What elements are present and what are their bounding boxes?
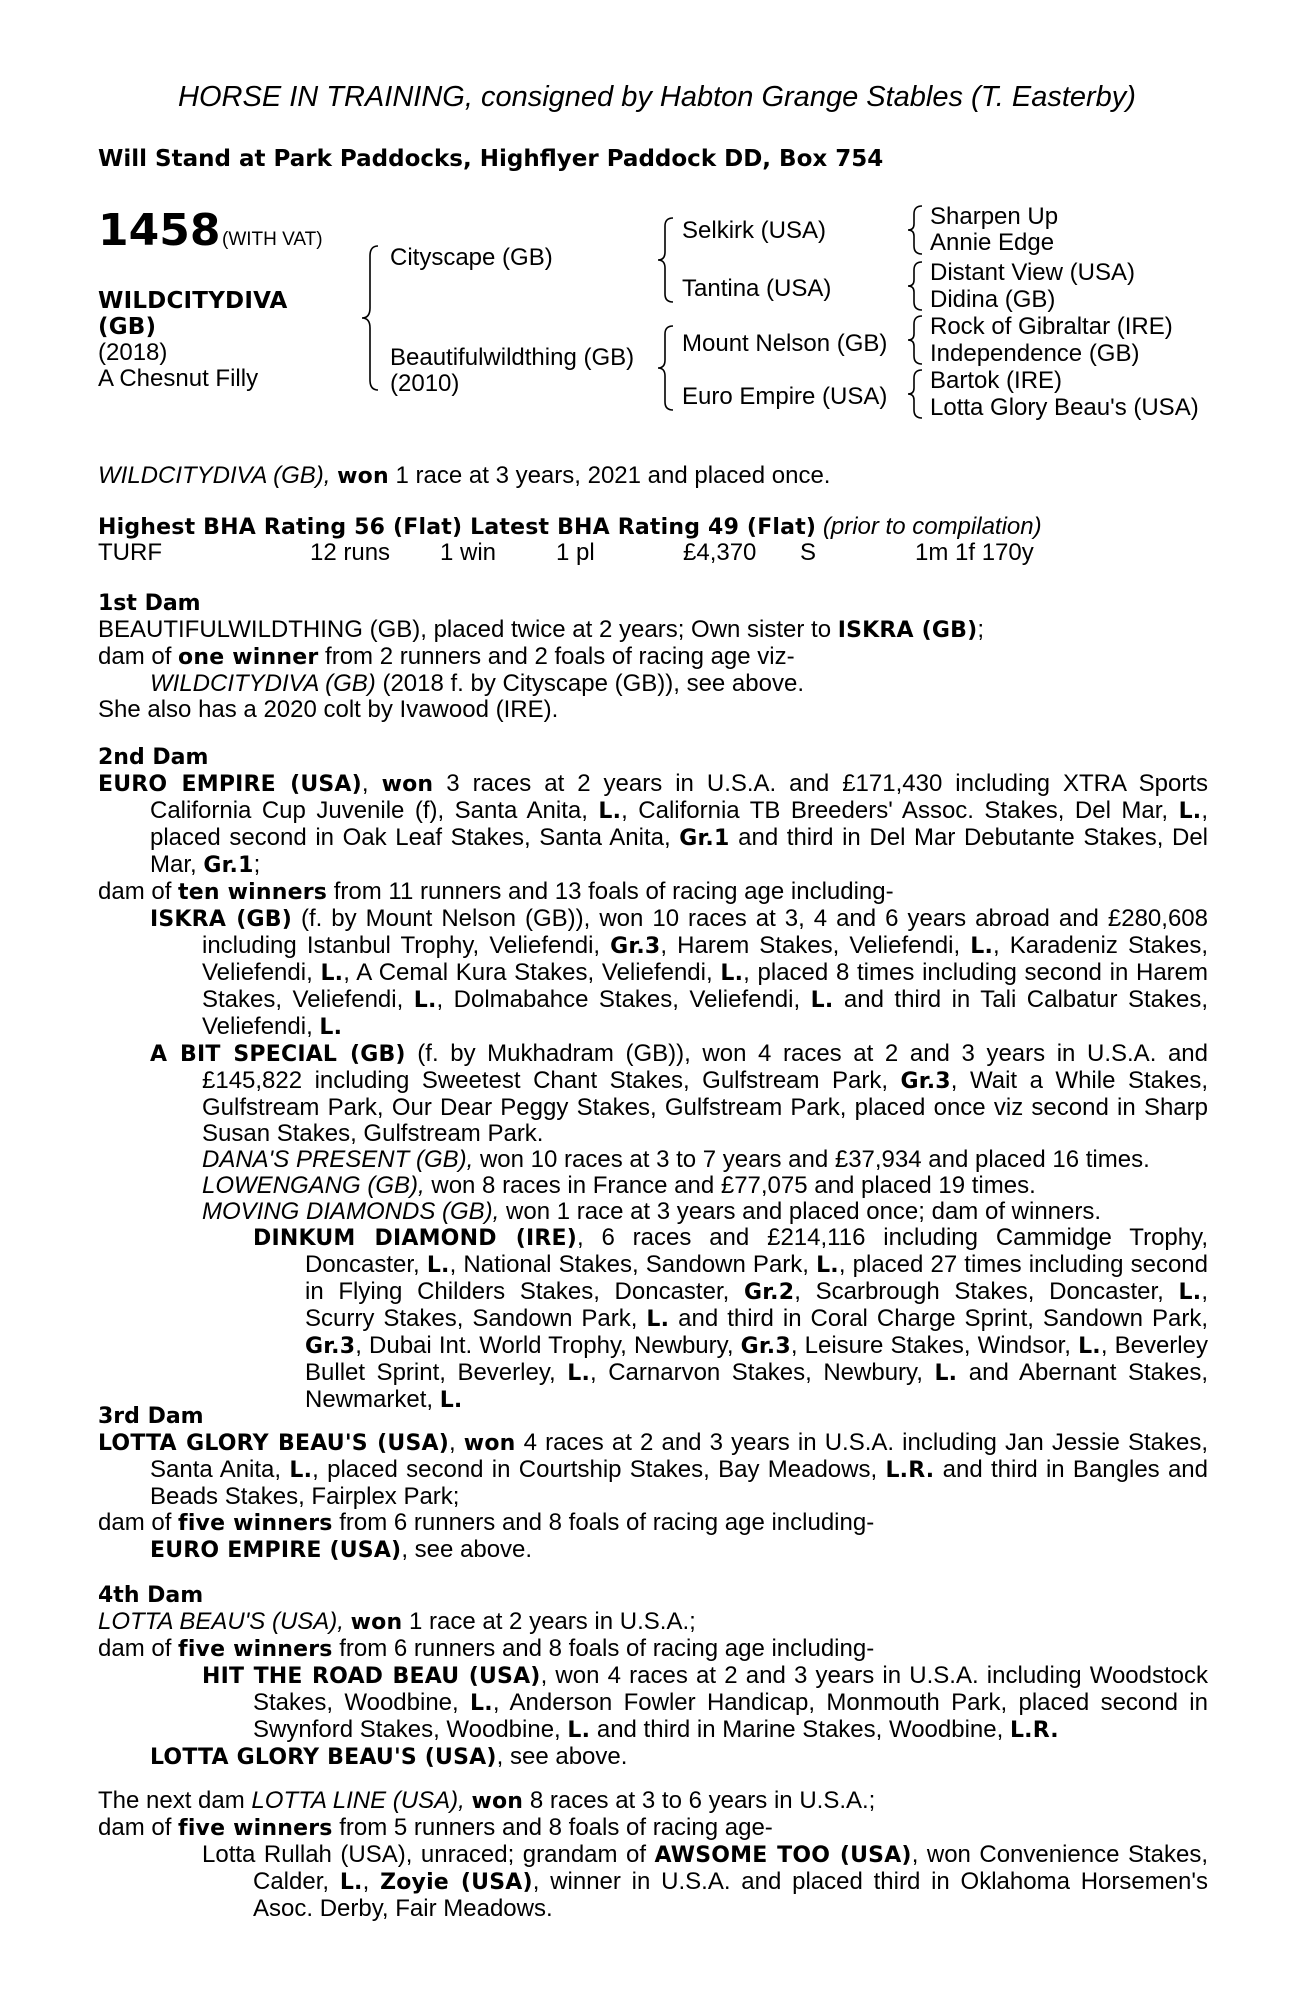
third-dam-produce: dam of five winners from 6 runners and 8 foals of racing age including- [98,1509,875,1536]
next-dam-record: The next dam LOTTA LINE (USA), won 8 races at 3 to 6 years in U.S.A.; [98,1787,876,1814]
horse-country: (GB) [98,314,157,340]
horse-name: WILDCITYDIVA [98,288,288,314]
second-dam-section [98,745,1208,1414]
record-wins: 1 win [440,539,497,566]
pedigree-grandsire-1: Selkirk (USA) [682,217,827,244]
produce-moving-diamonds: MOVING DIAMONDS (GB), won 1 race at 3 years and placed once; dam of winners. [202,1198,1102,1225]
pedigree-dam: Beautifulwildthing (GB) [390,344,635,371]
record-distance: 1m 1f 170y [915,539,1034,566]
record-runs: 12 runs [310,539,391,566]
pedigree-granddam-2: Euro Empire (USA) [682,383,888,410]
section-heading: 3rd Dam [98,1404,204,1429]
race-summary: WILDCITYDIVA (GB), won 1 race at 3 years, 2021 and placed once. [98,462,831,489]
record-prize: £4,370 [683,539,757,566]
pedigree-brackets [0,0,1314,440]
page-title: HORSE IN TRAINING, consigned by Habton Grange Stables (T. Easterby) [178,81,1136,113]
pedigree-ggs-7: Bartok (IRE) [930,367,1063,394]
next-dam-section [98,1788,1208,1922]
pedigree-ggs-8: Lotta Glory Beau's (USA) [930,394,1199,421]
produce-a-bit-special: A BIT SPECIAL (GB) (f. by Mukhadram (GB)), won 4 races at 2 and 3 years in U.S.A. and £145,822 including Sweetest Chant Stakes, Gulfstream Park, Gr.3, Wait a While Stakes, Gulfstream Park, Our Dear Peggy Stakes, Gulfstream Park, placed once viz second in Sharp Susan Stakes, Gulfstream Park. [150,1040,1209,1147]
pedigree-dam-year: (2010) [390,370,460,397]
horse-description: A Chesnut Filly [98,365,259,392]
pedigree-sire: Cityscape (GB) [390,244,553,271]
stand-location: Will Stand at Park Paddocks, Highflyer Paddock DD, Box 754 [98,146,884,172]
pedigree-ggs-3: Distant View (USA) [930,259,1135,286]
produce-lowengang: LOWENGANG (GB), won 8 races in France and £77,075 and placed 19 times. [202,1172,1036,1199]
lot-number: 1458 [98,205,221,256]
fourth-dam-section [98,1583,1208,1771]
pedigree-ggs-1: Sharpen Up [930,203,1059,230]
first-dam-line-4: She also has a 2020 colt by Ivawood (IRE). [98,696,559,723]
pedigree-ggs-4: Didina (GB) [930,286,1056,313]
first-dam-line-1: BEAUTIFULWILDTHING (GB), placed twice at 2 years; Own sister to ISKRA (GB); [98,616,985,643]
record-surface: TURF [98,539,162,566]
pedigree-ggs-6: Independence (GB) [930,340,1140,367]
produce-lotta-glory-beaus: LOTTA GLORY BEAU'S (USA), see above. [150,1743,628,1770]
next-dam-produce: dam of five winners from 5 runners and 8 foals of racing age- [98,1814,773,1841]
pedigree-grandsire-2: Mount Nelson (GB) [682,330,888,357]
fourth-dam-record: LOTTA BEAU'S (USA), won 1 race at 2 years in U.S.A.; [98,1608,696,1635]
produce-dinkum-diamond: DINKUM DIAMOND (IRE), 6 races and £214,116 including Cammidge Trophy, Doncaster, L., National Stakes, Sandown Park, L., placed 27 times including second in Flying Childers Stakes, Doncaster, Gr.2, Scarbrough Stakes, Doncaster, L., Scurry Stakes, Sandown Park, L. and third in Coral Charge Sprint, Sandown Park, Gr.3, Dubai Int. World Trophy, Newbury, Gr.3, Leisure Stakes, Windsor, L., Beverley Bullet Sprint, Beverley, L., Carnarvon Stakes, Newbury, L. and Abernant Stakes, Newmarket, L. [253,1224,1208,1413]
section-heading: 1st Dam [98,591,201,616]
third-dam-record: LOTTA GLORY BEAU'S (USA), won 4 races at 2 and 3 years in U.S.A. including Jan Jessie Stakes, Santa Anita, L., placed second in Courtship Stakes, Bay Meadows, L.R. and third in Bangles and Beads Stakes, Fairplex Park; [98,1429,1209,1510]
produce-euro-empire: EURO EMPIRE (USA), see above. [150,1536,533,1563]
second-dam-record: EURO EMPIRE (USA), won 3 races at 2 years in U.S.A. and £171,430 including XTRA Sports California Cup Juvenile (f), Santa Anita, L., California TB Breeders' Assoc. Stakes, Del Mar, L., placed second in Oak Leaf Stakes, Santa Anita, Gr.1 and third in Del Mar Debutante Stakes, Del Mar, Gr.1; [98,770,1209,878]
pedigree-granddam-1: Tantina (USA) [682,275,832,302]
record-placed: 1 pl [556,539,595,566]
produce-hit-the-road-beau: HIT THE ROAD BEAU (USA), won 4 races at 2 and 3 years in U.S.A. including Woodstock Stakes, Woodbine, L., Anderson Fowler Handicap, Monmouth Park, placed second in Swynford Stakes, Woodbine, L. and third in Marine Stakes, Woodbine, L.R. [202,1662,1209,1743]
lot-vat: (WITH VAT) [222,229,323,250]
section-heading: 4th Dam [98,1583,204,1608]
pedigree-ggs-2: Annie Edge [930,229,1055,256]
record-going: S [800,539,817,566]
horse-year: (2018) [98,339,168,366]
second-dam-produce: dam of ten winners from 11 runners and 13 foals of racing age including- [98,878,894,905]
first-dam-line-3: WILDCITYDIVA (GB) (2018 f. by Cityscape (GB)), see above. [150,670,804,697]
section-heading: 2nd Dam [98,745,209,770]
first-dam-line-2: dam of one winner from 2 runners and 2 foals of racing age viz- [98,643,795,670]
pedigree-ggs-5: Rock of Gibraltar (IRE) [930,313,1173,340]
produce-lotta-rullah: Lotta Rullah (USA), unraced; grandam of AWSOME TOO (USA), won Convenience Stakes, Calder, L., Zoyie (USA), winner in U.S.A. and placed third in Oklahoma Horsemen's Asoc. Derby, Fair Meadows. [202,1841,1209,1922]
produce-danas-present: DANA'S PRESENT (GB), won 10 races at 3 to 7 years and £37,934 and placed 16 times. [202,1146,1150,1173]
first-dam-section [98,591,1208,723]
third-dam-section [98,1404,1208,1564]
fourth-dam-produce: dam of five winners from 6 runners and 8 foals of racing age including- [98,1635,875,1662]
produce-iskra: ISKRA (GB) (f. by Mount Nelson (GB)), won 10 races at 3, 4 and 6 years abroad and £280,608 including Istanbul Trophy, Veliefendi, Gr.3, Harem Stakes, Veliefendi, L., Karadeniz Stakes, Veliefendi, L., A Cemal Kura Stakes, Veliefendi, L., placed 8 times including second in Harem Stakes, Veliefendi, L., Dolmabahce Stakes, Veliefendi, L. and third in Tali Calbatur Stakes, Veliefendi, L. [150,905,1209,1040]
bha-rating: Highest BHA Rating 56 (Flat) Latest BHA Rating 49 (Flat) (prior to compilation) [98,513,1042,540]
